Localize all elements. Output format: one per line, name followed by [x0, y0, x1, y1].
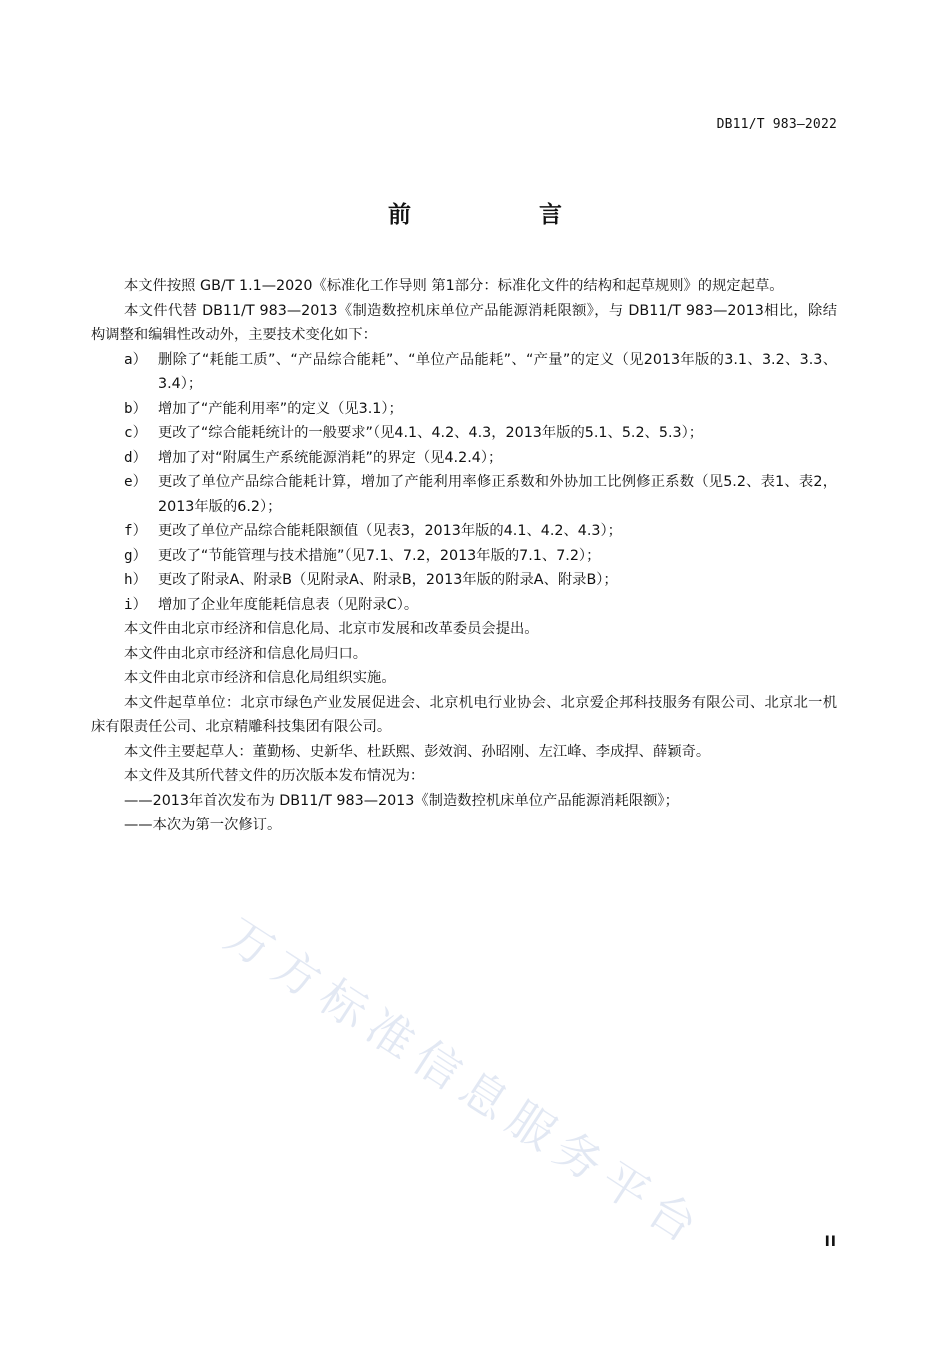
paragraph-replacement: 本文件代替 DB11/T 983—2013《制造数控机床单位产品能源消耗限额》，与 DB11/T 983—2013相比，除结构调整和编辑性改动外，主要技术变化如下：: [91, 302, 837, 343]
list-item: [91, 348, 837, 397]
list-marker: f）: [124, 523, 147, 539]
page-number: II: [824, 1234, 837, 1250]
list-marker: a）: [124, 351, 147, 368]
list-item: [91, 470, 837, 519]
list-marker: g）: [124, 547, 147, 564]
list-marker: h）: [124, 572, 147, 588]
list-item-text: 增加了对“附属生产系统能源消耗”的界定（见4.2.4）；: [158, 449, 503, 466]
document-code: DB11/T 983—2022: [716, 117, 837, 132]
history-item: ——2013年首次发布为 DB11/T 983—2013《制造数控机床单位产品能源消耗限额》；: [124, 792, 679, 809]
watermark: 万方标准信息服务平台: [215, 907, 715, 1258]
list-item-text: 更改了“节能管理与技术措施”（见7.1、7.2，2013年版的7.1、7.2）；: [158, 547, 601, 564]
list-item: [91, 519, 837, 544]
paragraph-drafters: 本文件主要起草人：董勤杨、史新华、杜跃熙、彭效润、孙昭刚、左江峰、李成捍、薛颖奇。: [124, 743, 711, 760]
list-item: [91, 446, 837, 471]
page-title: 前 言: [387, 202, 622, 228]
paragraph-drafting-rules: 本文件按照 GB/T 1.1—2020《标准化工作导则 第1部分：标准化文件的结构和起草规则》的规定起草。: [124, 278, 784, 294]
changes-list: [91, 348, 837, 618]
list-marker: e）: [124, 474, 147, 490]
list-item-text: 更改了单位产品综合能耗限额值（见表3，2013年版的4.1、4.2、4.3）；: [158, 523, 622, 539]
list-item: [91, 397, 837, 422]
list-item-text: 删除了“耗能工质”、“产品综合能耗”、“单位产品能耗”、“产量”的定义（见2013年版的3.1、3.2、3.3、3.4）；: [158, 351, 837, 392]
list-item: [91, 568, 837, 593]
list-marker: i）: [124, 596, 147, 613]
paragraph-implementation: 本文件由北京市经济和信息化局组织实施。: [124, 670, 396, 686]
paragraph-proposer: 本文件由北京市经济和信息化局、北京市发展和改革委员会提出。: [124, 621, 539, 637]
list-item: [91, 593, 837, 618]
foreword-body: [91, 274, 837, 838]
list-marker: d）: [124, 449, 147, 466]
paragraph-drafting-units: 本文件起草单位：北京市绿色产业发展促进会、北京机电行业协会、北京爱企邦科技服务有限公司、北京北一机床有限责任公司、北京精雕科技集团有限公司。: [91, 694, 837, 735]
list-item-text: 增加了“产能利用率”的定义（见3.1）；: [158, 400, 403, 417]
list-item-text: 增加了企业年度能耗信息表（见附录C）。: [158, 596, 419, 613]
list-marker: b）: [124, 400, 147, 417]
list-marker: c）: [124, 425, 147, 441]
list-item-text: 更改了附录A、附录B（见附录A、附录B，2013年版的附录A、附录B）；: [158, 572, 618, 588]
list-item: [91, 544, 837, 569]
history-item: ——本次为第一次修订。: [124, 817, 282, 833]
paragraph-centralized: 本文件由北京市经济和信息化局归口。: [124, 645, 368, 662]
paragraph-history-intro: 本文件及其所代替文件的历次版本发布情况为：: [124, 768, 425, 784]
list-item-text: 更改了单位产品综合能耗计算，增加了产能利用率修正系数和外协加工比例修正系数（见5.2、表1、表2，2013年版的6.2）；: [158, 474, 837, 515]
list-item-text: 更改了“综合能耗统计的一般要求”（见4.1、4.2、4.3，2013年版的5.1、5.2、5.3）；: [158, 425, 704, 441]
list-item: [91, 421, 837, 446]
